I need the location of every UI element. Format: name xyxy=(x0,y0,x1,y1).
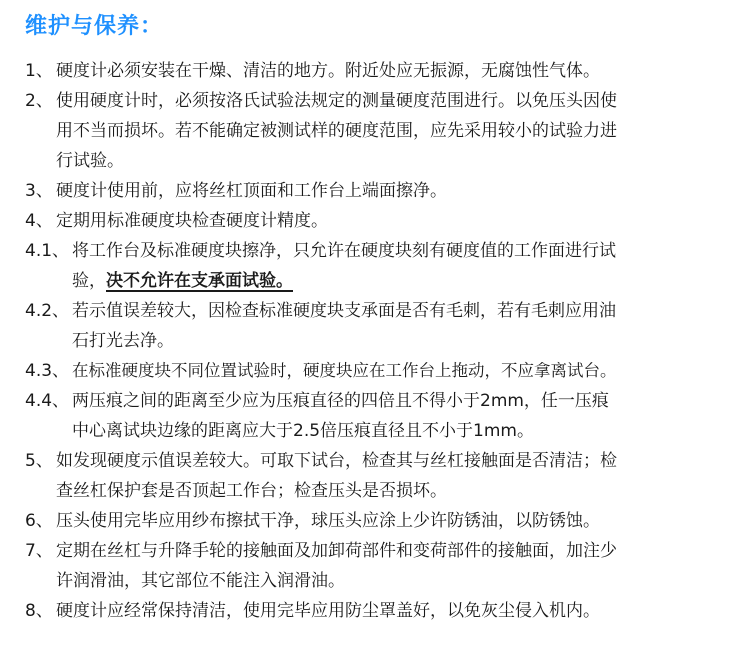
item-text-continued: 查丝杠保护套是否顶起工作台；检查压头是否损坏。 xyxy=(56,481,447,501)
item-text: 硬度计应经常保持清洁，使用完毕应用防尘罩盖好，以免灰尘侵入机内。 xyxy=(56,601,600,621)
item-number: 4.3、 xyxy=(25,361,70,381)
list-item-3 xyxy=(0,176,750,206)
item-text: 压头使用完毕应用纱布擦拭干净，球压头应涂上少许防锈油，以防锈蚀。 xyxy=(56,511,600,531)
item-number: 8、 xyxy=(25,601,53,621)
emphasis-text: 决不允许在支承面试验。 xyxy=(106,271,293,291)
item-text-continued xyxy=(0,266,750,296)
list-item-5 xyxy=(0,446,750,506)
item-text: 定期在丝杠与升降手轮的接触面及加卸荷部件和变荷部件的接触面，加注少 xyxy=(56,541,617,561)
list-item-2 xyxy=(0,86,750,176)
item-number: 5、 xyxy=(25,451,53,471)
item-text-continued: 用不当而损坏。若不能确定被测试样的硬度范围，应先采用较小的试验力进 xyxy=(56,121,617,141)
list-item-4 xyxy=(0,206,750,236)
item-text: 定期用标准硬度块检查硬度计精度。 xyxy=(56,211,328,231)
item-text-continued: 许润滑油，其它部位不能注入润滑油。 xyxy=(56,571,345,591)
item-number: 4.2、 xyxy=(25,301,70,321)
item-number: 4.1、 xyxy=(25,241,70,261)
item-text: 若示值误差较大，因检查标准硬度块支承面是否有毛刺，若有毛刺应用油 xyxy=(72,301,616,321)
item-number: 6、 xyxy=(25,511,53,531)
list-item-6 xyxy=(0,506,750,536)
item-text: 将工作台及标准硬度块擦净，只允许在硬度块刻有硬度值的工作面进行试 xyxy=(72,241,616,261)
list-item-4-4 xyxy=(0,386,750,446)
item-text: 使用硬度计时，必须按洛氏试验法规定的测量硬度范围进行。以免压头因使 xyxy=(56,91,617,111)
item-text: 在标准硬度块不同位置试验时，硬度块应在工作台上拖动，不应拿离试台。 xyxy=(72,361,617,380)
item-number: 4.4、 xyxy=(25,391,70,411)
list-item-4-3 xyxy=(0,356,750,386)
item-text-continued: 石打光去净。 xyxy=(72,331,174,351)
list-item-8 xyxy=(0,596,750,626)
item-text: 硬度计使用前，应将丝杠顶面和工作台上端面擦净。 xyxy=(56,181,447,201)
item-text: 两压痕之间的距离至少应为压痕直径的四倍且不得小于2mm，任一压痕 xyxy=(72,391,609,411)
item-text: 硬度计必须安装在干燥、清洁的地方。附近处应无振源，无腐蚀性气体。 xyxy=(56,61,600,81)
list-item-7 xyxy=(0,536,750,596)
section-title: 维护与保养： xyxy=(25,14,164,39)
item-number: 3、 xyxy=(25,181,53,201)
list-item-1 xyxy=(0,56,750,86)
item-number: 4、 xyxy=(25,211,53,231)
maintenance-list xyxy=(0,56,750,626)
item-number: 7、 xyxy=(25,541,53,561)
item-text-continued: 行试验。 xyxy=(56,151,124,171)
item-text-continued: 中心离试块边缘的距离应大于2.5倍压痕直径且不小于1mm。 xyxy=(72,421,534,441)
list-item-4-1 xyxy=(0,236,750,296)
item-number: 1、 xyxy=(25,61,53,81)
item-text: 如发现硬度示值误差较大。可取下试台，检查其与丝杠接触面是否清洁；检 xyxy=(56,451,617,471)
item-text-plain: 验， xyxy=(72,271,106,291)
list-item-4-2 xyxy=(0,296,750,356)
item-number: 2、 xyxy=(25,91,53,111)
